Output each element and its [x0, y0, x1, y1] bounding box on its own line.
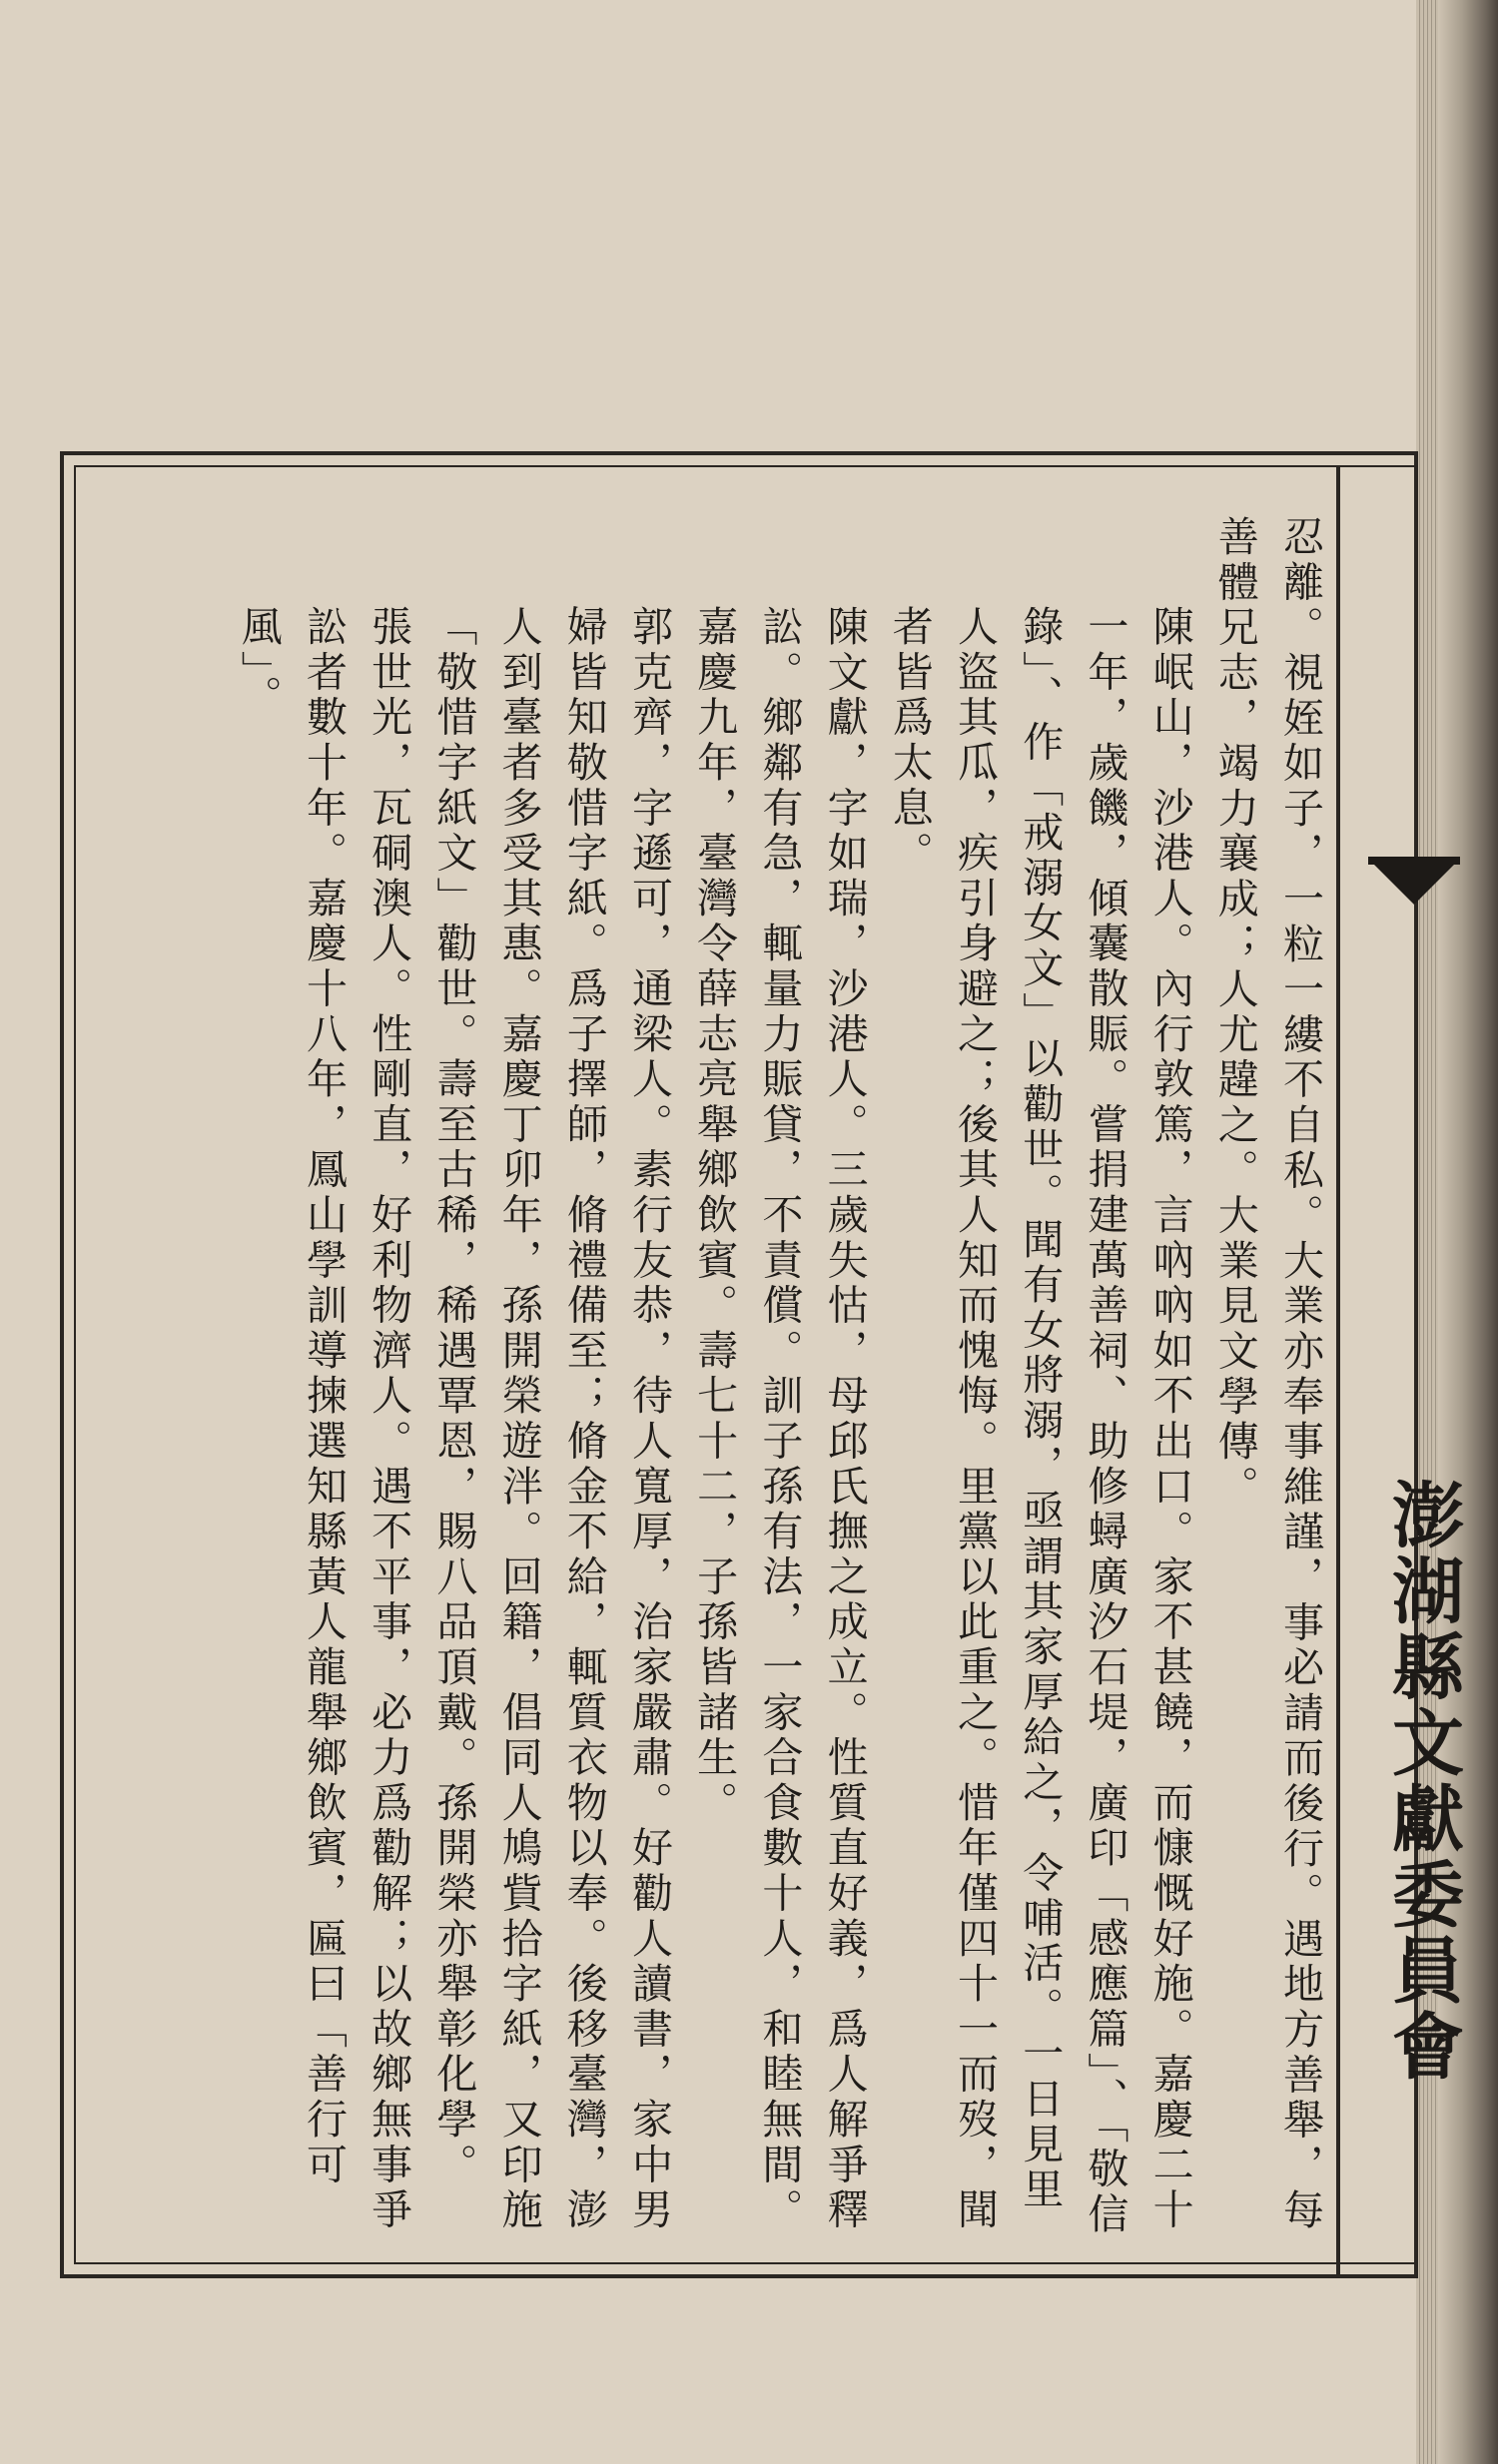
body-text — [104, 515, 1332, 2252]
paragraph: 張世光，瓦硐澳人。性剛直，好利物濟人。遇不平事，必力爲勸解；以故鄉無事爭訟者數十年。嘉慶十八年，鳳山學訓導揀選知縣黃人龍舉鄉飲賓，匾曰「善行可風」。 — [234, 605, 413, 2233]
paragraph: 陳岷山，沙港人。內行敦篤，言吶吶如不出口。家不甚饒，而慷慨好施。嘉慶二十一年，歲饑，傾囊散賑。嘗捐建萬善祠、助修蟳廣汐石堤，廣印「感應篇」、「敬信錄」、作「戒溺女文」以勸世。聞有女將溺，亟謂其家厚給之，令哺活。一日見里人盜其瓜，疾引身避之；後其人知而愧悔。里黨以此重之。惜年僅四十一而歿，聞者皆爲太息。 — [885, 605, 1194, 2238]
paragraph: 陳文獻，字如瑞，沙港人。三歲失怙，母邱氏撫之成立。性質直好義，爲人解爭釋訟。鄉鄰有急，輒量力賑貸，不責償。訓子孫有法，一家合食數十人，和睦無間。嘉慶九年，臺灣令薛志亮舉鄉飲賓。壽七十二，子孫皆諸生。 — [690, 605, 869, 2233]
paragraph: 忍離。視姪如子，一粒一縷不自私。大業亦奉事維謹，事必請而後行。遇地方善舉，每善體兄志，竭力襄成；人尤韙之。大業見文學傳。 — [1210, 515, 1324, 2234]
margin-banner-title: 澎湖縣文獻委員會 — [1380, 1478, 1465, 2085]
margin-column-rule — [1336, 465, 1340, 2278]
paragraph: 郭克齊，字遜可，通梁人。素行友恭，待人寬厚，治家嚴肅。好勸人讀書，家中男婦皆知敬惜字紙。爲子擇師，脩禮備至；脩金不給，輒質衣物以奉。後移臺灣，澎人到臺者多受其惠。嘉慶丁卯年，孫開榮遊泮。回籍，倡同人鳩貲拾字紙，又印施「敬惜字紙文」勸世。壽至古稀，稀遇覃恩，賜八品頂戴。孫開榮亦舉彰化學。 — [429, 605, 673, 2233]
fish-tail-mark — [1368, 859, 1460, 905]
